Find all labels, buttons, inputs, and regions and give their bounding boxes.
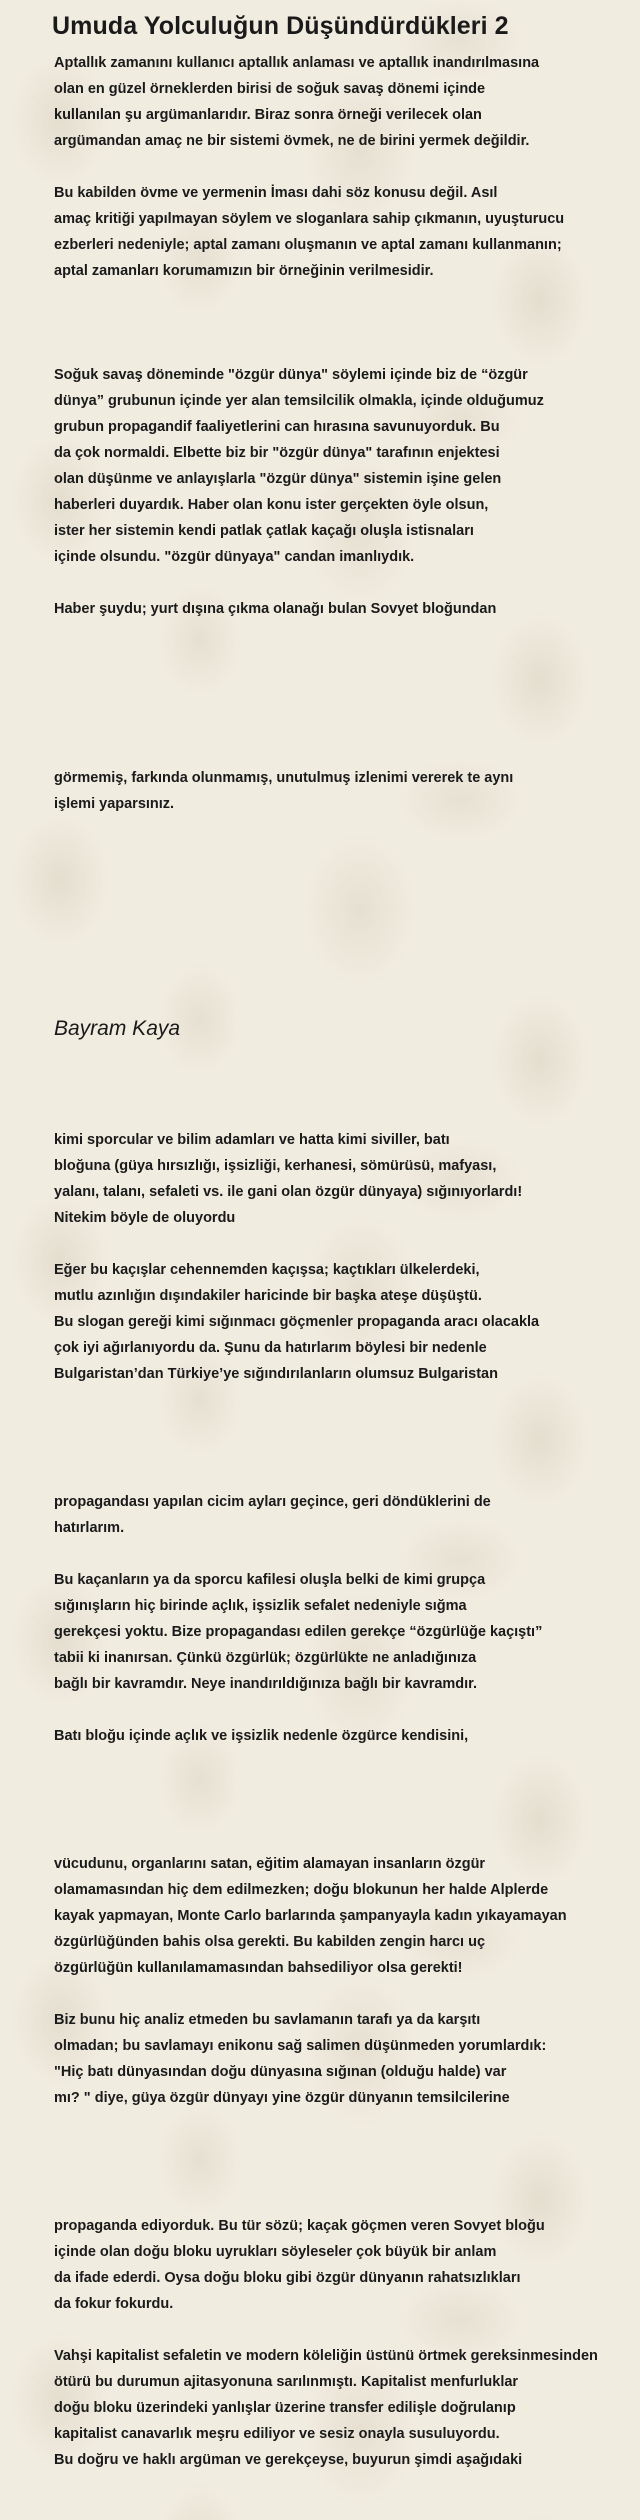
text-line: içinde olan doğu bloku uyrukları söyleseler çok büyük bir anlam (54, 2244, 497, 2260)
text-line: da fokur fokurdu. (54, 2296, 174, 2312)
text-line: olamamasından hiç dem edilmezken; doğu blokunun her halde Alplerde (54, 1882, 549, 1898)
text-line: haberleri duyardık. Haber olan konu ister gerçekten öyle olsun, (54, 497, 489, 513)
text-line: dünya” grubunun içinde yer alan temsilcilik olmakla, içinde olduğumuz (54, 393, 544, 409)
paragraph-gap (54, 570, 634, 596)
article-title: Umuda Yolculuğun Düşündürdükleri 2 (52, 12, 509, 40)
text-block-4 (54, 1127, 634, 1387)
text-line: özgürlüğünden bahis olsa gerekti. Bu kabilden zengin harcı uç (54, 1934, 486, 1950)
text-line: da çok normaldi. Elbette biz bir "özgür dünya" tarafının enjektesi (54, 445, 500, 461)
text-line: Bu kabilden övme ve yermenin İması dahi söz konusu değil. Asıl (54, 185, 498, 201)
text-line: görmemiş, farkında olunmamış, unutulmuş izlenimi vererek te aynı (54, 770, 514, 786)
text-line: Nitekim böyle de oluyordu (54, 1210, 236, 1226)
paragraph-gap (54, 1981, 634, 2007)
text-line: mutlu azınlığın dışındakiler haricinde bir başka ateşe düşüştü. (54, 1288, 482, 1304)
text-block-5 (54, 1489, 634, 1749)
text-line: Bulgaristan’dan Türkiye’ye sığındırılanların olumsuz Bulgaristan (54, 1366, 498, 1382)
text-line: Haber şuydu; yurt dışına çıkma olanağı bulan Sovyet bloğundan (54, 601, 497, 617)
text-line: doğu bloku üzerindeki yanlışlar üzerine transfer edilişle doğrulanıp (54, 2400, 516, 2416)
paragraph-gap (54, 154, 634, 180)
text-line: kayak yapmayan, Monte Carlo barlarında şampanyayla kadın yıkayamayan (54, 1908, 567, 1924)
text-block-2 (54, 362, 634, 622)
text-line: Soğuk savaş döneminde "özgür dünya" söylemi içinde biz de “özgür (54, 367, 528, 383)
text-block-1 (54, 50, 634, 284)
text-line: propagandası yapılan cicim ayları geçince, geri döndüklerini de (54, 1494, 491, 1510)
text-line: Bu doğru ve haklı argüman ve gerekçeyse, buyurun şimdi aşağıdaki (54, 2452, 523, 2468)
text-line: içinde olsundu. "özgür dünyaya" candan imanlıydık. (54, 549, 415, 565)
text-line: yalanı, talanı, sefaleti vs. ile gani olan özgür dünyaya) sığınıyorlardı! (54, 1184, 523, 1200)
text-line: amaç kritiği yapılmayan söylem ve sloganlara sahip çıkmanın, uyuşturucu (54, 211, 565, 227)
paragraph-gap (54, 1697, 634, 1723)
text-line: Bu kaçanların ya da sporcu kafilesi oluşla belki de kimi grupça (54, 1572, 486, 1588)
text-line: ezberleri nedeniyle; aptal zamanı oluşmanın ve aptal zamanı kullanmanın; (54, 237, 562, 253)
text-line: olan en güzel örneklerden birisi de soğuk savaş dönemi içinde (54, 81, 486, 97)
text-line: propaganda ediyorduk. Bu tür sözü; kaçak göçmen veren Sovyet bloğu (54, 2218, 545, 2234)
text-line: Aptallık zamanını kullanıcı aptallık anlaması ve aptallık inandırılmasına (54, 55, 540, 71)
text-line: ötürü bu durumun ajitasyonuna sarılınmıştı. Kapitalist menfurluklar (54, 2374, 519, 2390)
paragraph-gap (54, 2317, 634, 2343)
text-line: kapitalist canavarlık meşru ediliyor ve sesiz onayla susuluyordu. (54, 2426, 500, 2442)
text-line: olan düşünme ve anlayışlarla "özgür dünya" sistemin işine gelen (54, 471, 502, 487)
text-line: grubun propagandif faaliyetlerini can hırasına savunuyorduk. Bu (54, 419, 500, 435)
text-line: bloğuna (güya hırsızlığı, işsizliği, kerhanesi, sömürüsü, mafyası, (54, 1158, 497, 1174)
text-line: Eğer bu kaçışlar cehennemden kaçışsa; kaçtıkları ülkelerdeki, (54, 1262, 480, 1278)
text-line: mı? " diye, güya özgür dünyayı yine özgür dünyanın temsilcilerine (54, 2090, 510, 2106)
paragraph-gap (54, 1231, 634, 1257)
text-line: aptal zamanları korumamızın bir örneğinin verilmesidir. (54, 263, 434, 279)
text-line: tabii ki inanırsan. Çünkü özgürlük; özgürlükte ne anladığınıza (54, 1650, 477, 1666)
text-line: Biz bunu hiç analiz etmeden bu savlamanın tarafı ya da karşıtı (54, 2012, 481, 2028)
author-name: Bayram Kaya (54, 1017, 181, 1040)
text-line: gerekçesi yoktu. Bize propagandası edilen gerekçe “özgürlüğe kaçıştı” (54, 1624, 543, 1640)
text-line: özgürlüğün kullanılamamasından bahsediliyor olsa gerekti! (54, 1960, 463, 1976)
text-line: olmadan; bu savlamayı enikonu sağ salimen düşünmeden yorumlardık: (54, 2038, 547, 2054)
text-line: bağlı bir kavramdır. Neye inandırıldığınıza bağlı bir kavramdır. (54, 1676, 478, 1692)
text-line: da ifade ederdi. Oysa doğu bloku gibi özgür dünyanın rahatsızlıkları (54, 2270, 521, 2286)
text-block-6 (54, 1851, 634, 2111)
text-line: işlemi yaparsınız. (54, 796, 175, 812)
text-line: kimi sporcular ve bilim adamları ve hatta kimi siviller, batı (54, 1132, 450, 1148)
text-line: kullanılan şu argümanlarıdır. Biraz sonra örneği verilecek olan (54, 107, 482, 123)
text-line: "Hiç batı dünyasından doğu dünyasına sığınan (olduğu halde) var (54, 2064, 507, 2080)
text-line: Batı bloğu içinde açlık ve işsizlik nedenle özgürce kendisini, (54, 1728, 469, 1744)
text-line: vücudunu, organlarını satan, eğitim alamayan insanların özgür (54, 1856, 486, 1872)
text-line: hatırlarım. (54, 1520, 125, 1536)
text-block-3 (54, 765, 634, 817)
paragraph-gap (54, 1541, 634, 1567)
text-block-7 (54, 2213, 634, 2473)
text-line: Vahşi kapitalist sefaletin ve modern köleliğin üstünü örtmek gereksinmesinden (54, 2348, 598, 2364)
text-line: ister her sistemin kendi patlak çatlak kaçağı oluşla istisnaları (54, 523, 474, 539)
text-line: çok iyi ağırlanıyordu da. Şunu da hatırlarım böylesi bir nedenle (54, 1340, 487, 1356)
text-line: sığınışların hiç birinde açlık, işsizlik sefalet nedeniyle sığma (54, 1598, 467, 1614)
text-line: argümandan amaç ne bir sistemi övmek, ne de birini yermek değildir. (54, 133, 530, 149)
text-line: Bu slogan gereği kimi sığınmacı göçmenler propaganda aracı olacakla (54, 1314, 540, 1330)
